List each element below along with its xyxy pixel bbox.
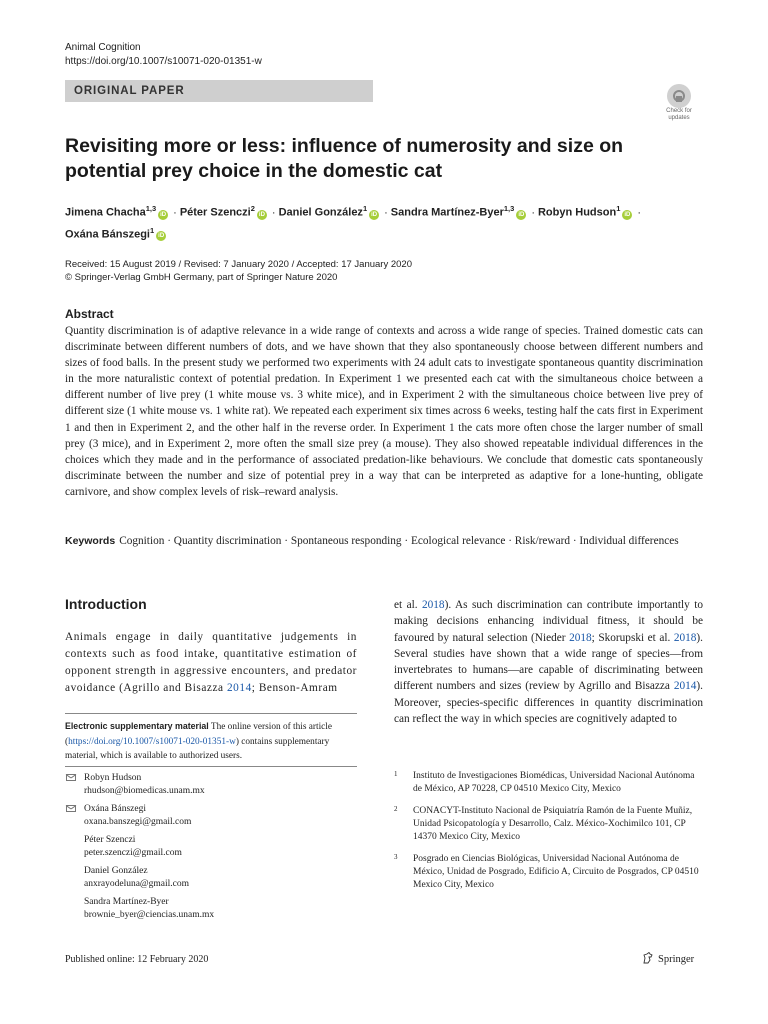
intro-text: Animals engage in daily quantitative judgements in contexts such as food intake, quantitative estimation of opponent strength in aggressive encounters, and predator avoidance (Agrillo and Bisazza bbox=[65, 631, 357, 694]
author-affiliation-sup: 1 bbox=[616, 204, 621, 213]
contact-email[interactable]: rhudson@biomedicas.unam.mx bbox=[84, 785, 205, 796]
affiliation-number: 3 bbox=[394, 853, 398, 862]
affiliation-text: CONACYT-Instituto Nacional de Psiquiatría Ramón de la Fuente Muñiz, Unidad Psicopatología y Desarrollo, Calz. México-Xochimilco 101, CP 14370 Mexico City, Mexico bbox=[413, 805, 693, 843]
orcid-icon[interactable]: iD bbox=[258, 211, 265, 218]
contact-email[interactable]: oxana.banszegi@gmail.com bbox=[84, 816, 192, 827]
contact-name: Oxána Bánszegi bbox=[84, 804, 146, 815]
abstract-text: Quantity discrimination is of adaptive relevance in a wide range of contexts and across a wide range of species. Trained domestic cats can discriminate between different numbers of dots, and we have shown that they also spontaneously choose between different numbers and sizes of food balls. In the present study we performed two experiments with 24 adult cats to investigate spontaneous quantity discrimination in the more naturalistic context of potential predation. In Experiment 1 we presented each cat with the simultaneous choice between a different number of live prey (1 white mouse vs. 3 white mice), and in Experiment 2 with the simultaneous choice between live prey of different size (1 white mouse vs. 1 white rat). We repeated each experiment six times across 6 weeks, testing half the cats first in Experiment 1 and then in Experiment 2, and the other half in the reverse order. In Experiment 1 the cats more often chose the larger number of small prey (3 mice), and in Experiment 2, more often the small size prey (a mouse). They also showed repeatable individual differences in the choices which they made and in the performance of associated predation-like behaviours. We conclude that domestic cats spontaneously discriminate between the number and size of potential prey in a way that can be interpreted as adaptive for a lone-hunting, obligate carnivore, and show complex levels of risk–reward analysis. bbox=[65, 325, 703, 498]
contact-entry bbox=[65, 834, 357, 860]
crossmark-line2: updates bbox=[668, 115, 690, 121]
intro-text: ). Moreover, species-specific differences in quantity discrimination can reflect the way in which species are cognitively adapted to bbox=[394, 680, 703, 726]
esm-text: ) contains supplementary material, which is available to authorized users. bbox=[65, 736, 330, 761]
author-affiliation-sup: 1,3 bbox=[145, 204, 157, 213]
contact-entry bbox=[65, 772, 357, 798]
affiliation-text: Posgrado en Ciencias Biológicas, Universidad Nacional Autónoma de México, Unidad de Posgrado, Edificio A, Circuito de Posgrados, CP 04510 Mexico City, Mexico bbox=[413, 854, 699, 891]
affiliations bbox=[394, 770, 703, 901]
publisher-name: Springer bbox=[658, 954, 695, 965]
citation-link[interactable]: 2018 bbox=[421, 599, 445, 611]
contact-entry bbox=[65, 803, 357, 829]
citation-link[interactable]: 2014 bbox=[226, 682, 252, 694]
affiliation-entry bbox=[394, 805, 703, 845]
affiliation-text: Instituto de Investigaciones Biomédicas, Universidad Nacional Autónoma de México, AP 70228, CP 04510 Mexico City, Mexico bbox=[413, 771, 695, 795]
contact-name: Péter Szenczi bbox=[84, 835, 136, 846]
keywords-text: Cognition · Quantity discrimination · Spontaneous responding · Ecological relevance · Risk/reward · Individual differences bbox=[119, 535, 679, 547]
contact-entry bbox=[65, 865, 357, 891]
author-separator: · bbox=[173, 206, 177, 219]
crossmark-line1: Check for bbox=[666, 108, 692, 114]
author-affiliation-sup: 1 bbox=[149, 225, 155, 235]
author-affiliation-sup: 2 bbox=[250, 204, 255, 213]
author-separator: · bbox=[271, 206, 276, 219]
contact-email[interactable]: peter.szenczi@gmail.com bbox=[84, 847, 182, 858]
author-list bbox=[65, 200, 705, 243]
citation-link[interactable]: 2018 bbox=[569, 631, 592, 644]
envelope-icon bbox=[66, 805, 76, 812]
article-dates bbox=[65, 258, 412, 284]
author-separator: · bbox=[384, 206, 388, 219]
citation-link[interactable]: 2014 bbox=[673, 680, 697, 693]
contact-email[interactable]: brownie_byer@ciencias.unam.mx bbox=[84, 910, 215, 921]
keywords-label: Keywords bbox=[65, 535, 116, 547]
journal-name: Animal Cognition bbox=[65, 42, 141, 53]
esm-note bbox=[65, 719, 357, 764]
journal-header bbox=[65, 41, 262, 69]
dates-received: Received: 15 August 2019 / Revised: 7 January 2020 / Accepted: 17 January 2020 bbox=[65, 259, 412, 270]
esm-label: Electronic supplementary material bbox=[65, 721, 209, 731]
published-date: Published online: 12 February 2020 bbox=[65, 954, 209, 965]
copyright: © Springer-Verlag GmbH Germany, part of Springer Nature 2020 bbox=[65, 272, 338, 283]
intro-text: ; Benson-Amram bbox=[251, 682, 338, 694]
orcid-icon[interactable]: iD bbox=[371, 211, 378, 218]
article-type-badge: ORIGINAL PAPER bbox=[65, 80, 373, 102]
abstract-heading: Abstract bbox=[65, 307, 114, 321]
journal-doi[interactable]: https://doi.org/10.1007/s10071-020-01351-w bbox=[65, 56, 262, 67]
crossmark-circle bbox=[667, 84, 691, 108]
publisher-logo bbox=[642, 952, 694, 965]
orcid-icon[interactable]: iD bbox=[624, 211, 631, 218]
contact-name: Sandra Martínez-Byer bbox=[84, 897, 169, 908]
esm-divider bbox=[65, 713, 357, 714]
affiliation-number: 1 bbox=[394, 770, 398, 778]
esm-text: The online version of this article ( bbox=[65, 722, 332, 747]
keywords bbox=[65, 533, 703, 549]
contact-name: Robyn Hudson bbox=[84, 773, 142, 783]
affiliation-entry bbox=[394, 770, 703, 796]
contacts-divider bbox=[65, 766, 357, 767]
springer-horse-icon bbox=[642, 952, 654, 964]
contact-email[interactable]: anxrayodeluna@gmail.com bbox=[84, 879, 190, 890]
contact-name: Daniel González bbox=[84, 866, 148, 877]
envelope-icon bbox=[66, 774, 76, 781]
contact-entry bbox=[65, 896, 357, 922]
introduction-heading: Introduction bbox=[65, 596, 147, 612]
author-name[interactable]: Daniel González bbox=[278, 206, 363, 219]
intro-text: ). Several studies have shown that a wide range of species—from invertebrates to humans—are capable of discriminating between different numbers and sizes (review by Agrillo and Bisazza bbox=[394, 631, 704, 693]
crossmark-icon[interactable] bbox=[664, 84, 694, 122]
affiliation-entry bbox=[394, 853, 703, 893]
author-name[interactable]: Sandra Martínez-Byer bbox=[390, 206, 504, 219]
author-separator: · bbox=[531, 206, 535, 219]
orcid-icon[interactable]: iD bbox=[160, 211, 167, 218]
author-affiliation-sup: 1 bbox=[362, 204, 368, 213]
affiliation-number: 2 bbox=[394, 804, 398, 813]
intro-text: ). As such discrimination can contribute importantly to making decisions enhancing individual fitness, it should be favoured by natural selection (Nieder bbox=[394, 599, 704, 644]
author-contacts bbox=[65, 772, 357, 927]
paper-title: Revisiting more or less: influence of numerosity and size on potential prey choice in the domestic cat bbox=[65, 135, 624, 182]
intro-text: et al. bbox=[394, 599, 422, 611]
esm-link[interactable]: https://doi.org/10.1007/s10071-020-01351-w bbox=[68, 736, 236, 747]
intro-left-column bbox=[65, 629, 357, 697]
author-name[interactable]: Robyn Hudson bbox=[537, 206, 617, 219]
orcid-icon[interactable]: iD bbox=[518, 211, 525, 218]
author-separator: · bbox=[637, 206, 642, 219]
author-name[interactable]: Oxána Bánszegi bbox=[65, 228, 150, 241]
intro-right-column bbox=[394, 597, 703, 727]
intro-text: ; Skorupski et al. bbox=[591, 631, 674, 644]
author-affiliation-sup: 1,3 bbox=[503, 204, 515, 213]
author-name[interactable]: Péter Szenczi bbox=[179, 206, 251, 219]
citation-link[interactable]: 2018 bbox=[673, 631, 697, 644]
orcid-icon[interactable]: iD bbox=[158, 233, 165, 240]
author-name[interactable]: Jimena Chacha bbox=[65, 206, 146, 219]
